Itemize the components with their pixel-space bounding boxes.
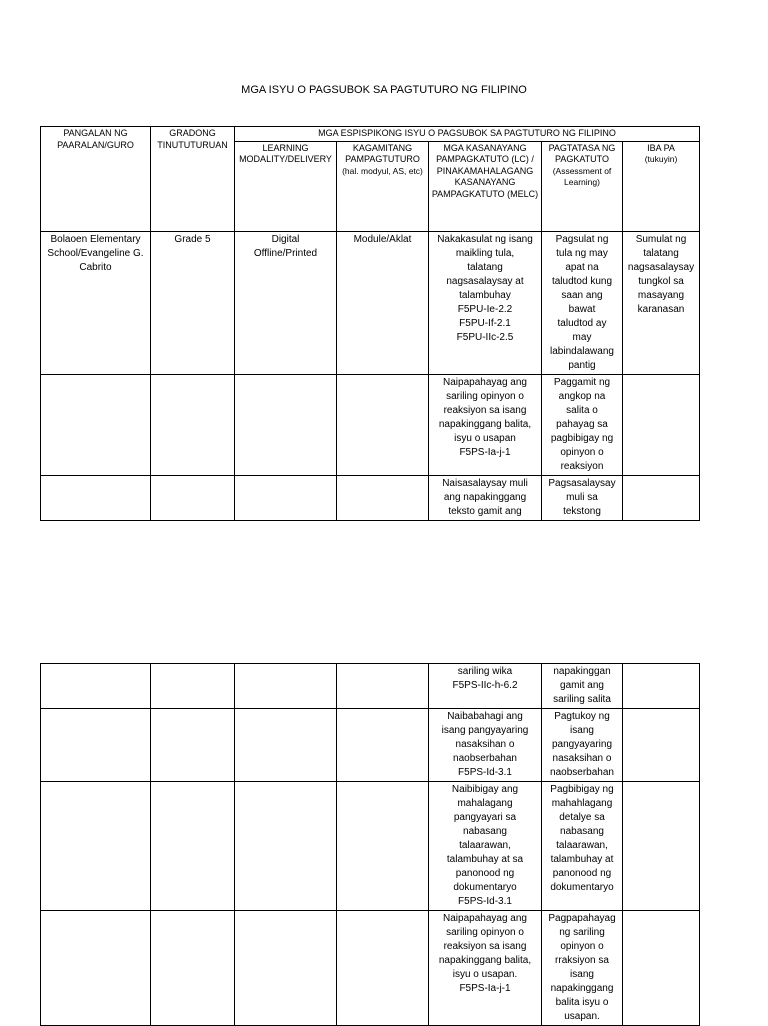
header-school: PANGALAN NG PAARALAN/GURO [41,127,151,232]
cell-grade [151,374,235,475]
header-group: MGA ESPISPIKONG ISYU O PAGSUBOK SA PAGTUTURO NG FILIPINO [235,127,700,142]
cell-materials [337,664,429,709]
cell-materials [337,374,429,475]
cell-others: Sumulat ng talatang nagsasalaysay tungkol sa masayang karanasan [623,231,700,374]
cell-materials: Module/Aklat [337,231,429,374]
cell-lc: Nakakasulat ng isang maikling tula, talatang nagsasalaysay at talambuhay F5PU-Ie-2.2 F5PU-If-2.1 F5PU-IIc-2.5 [429,231,542,374]
cell-modality [235,911,337,1026]
issues-table-page-1 [40,126,700,521]
cell-lc: Naipapahayag ang sariling opinyon o reaksiyon sa isang napakinggang balita, isyu o usapan. F5PS-Ia-j-1 [429,911,542,1026]
header-others-label: IBA PA [647,142,675,153]
cell-grade [151,782,235,911]
table-row [41,374,700,475]
cell-grade: Grade 5 [151,231,235,374]
cell-modality: Digital Offline/Printed [235,231,337,374]
table-row [41,231,700,374]
header-grade: GRADONG TINUTUTURUAN [151,127,235,232]
cell-assessment: napakinggan gamit ang sariling salita [542,664,623,709]
cell-school [41,709,151,782]
header-materials [337,141,429,231]
header-modality: LEARNING MODALITY/DELIVERY [235,141,337,231]
header-assessment-label: PAGTATASA NG PAGKATUTO [548,142,616,164]
cell-modality [235,782,337,911]
cell-modality [235,709,337,782]
cell-materials [337,475,429,520]
table-row [41,709,700,782]
cell-assessment: Pagbibigay ng mahahlagang detalye sa nabasang talaarawan, talambuhay at panonood ng dokumentaryo [542,782,623,911]
header-row-1 [41,127,700,142]
cell-assessment: Pagsasalaysay muli sa tekstong [542,475,623,520]
table-row [41,911,700,1026]
issues-table-page-2 [40,663,700,1026]
table-row [41,664,700,709]
cell-materials [337,911,429,1026]
document-title: MGA ISYU O PAGSUBOK SA PAGTUTURO NG FILIPINO [241,84,527,96]
cell-school [41,664,151,709]
cell-grade [151,911,235,1026]
cell-others [623,709,700,782]
cell-materials [337,709,429,782]
cell-school: Bolaoen Elementary School/Evangeline G. Cabrito [41,231,151,374]
cell-grade [151,664,235,709]
cell-lc: Naibibigay ang mahalagang pangyayari sa nabasang talaarawan, talambuhay at sa panonood ng dokumentaryo F5PS-Id-3.1 [429,782,542,911]
cell-school [41,911,151,1026]
cell-others [623,911,700,1026]
header-materials-note: (hal. modyul, AS, etc) [342,165,423,176]
cell-others [623,782,700,911]
table-row [41,475,700,520]
header-others [623,141,700,231]
cell-school [41,782,151,911]
header-assessment [542,141,623,231]
cell-school [41,374,151,475]
cell-assessment: Pagsulat ng tula ng may apat na taludtod kung saan ang bawat taludtod ay may labindalawang pantig [542,231,623,374]
cell-assessment: Pagtukoy ng isang pangyayaring nasaksihan o naobserbahan [542,709,623,782]
cell-modality [235,664,337,709]
cell-assessment: Pagpapahayag ng sariling opinyon o rraksiyon sa isang napakinggang balita isyu o usapan. [542,911,623,1026]
cell-modality [235,374,337,475]
cell-others [623,475,700,520]
cell-grade [151,475,235,520]
cell-assessment: Paggamit ng angkop na salita o pahayag sa pagbibigay ng opinyon o reaksiyon [542,374,623,475]
cell-lc: Naipapahayag ang sariling opinyon o reaksiyon sa isang napakinggang balita, isyu o usapan F5PS-Ia-j-1 [429,374,542,475]
cell-others [623,374,700,475]
cell-school [41,475,151,520]
cell-lc: sariling wika F5PS-IIc-h-6.2 [429,664,542,709]
header-assessment-note: (Assessment of Learning) [552,165,612,187]
cell-others [623,664,700,709]
header-materials-label: KAGAMITANG PAMPAGTUTURO [345,142,420,164]
cell-materials [337,782,429,911]
header-others-note: (tukuyin) [644,154,678,164]
table-row [41,782,700,911]
cell-lc: Naisasalaysay muli ang napakinggang teksto gamit ang [429,475,542,520]
cell-grade [151,709,235,782]
header-lc: MGA KASANAYANG PAMPAGKATUTO (LC) / PINAKAMAHALAGANG KASANAYANG PAMPAGKATUTO (MELC) [429,141,542,231]
cell-lc: Naibabahagi ang isang pangyayaring nasaksihan o naobserbahan F5PS-Id-3.1 [429,709,542,782]
cell-modality [235,475,337,520]
